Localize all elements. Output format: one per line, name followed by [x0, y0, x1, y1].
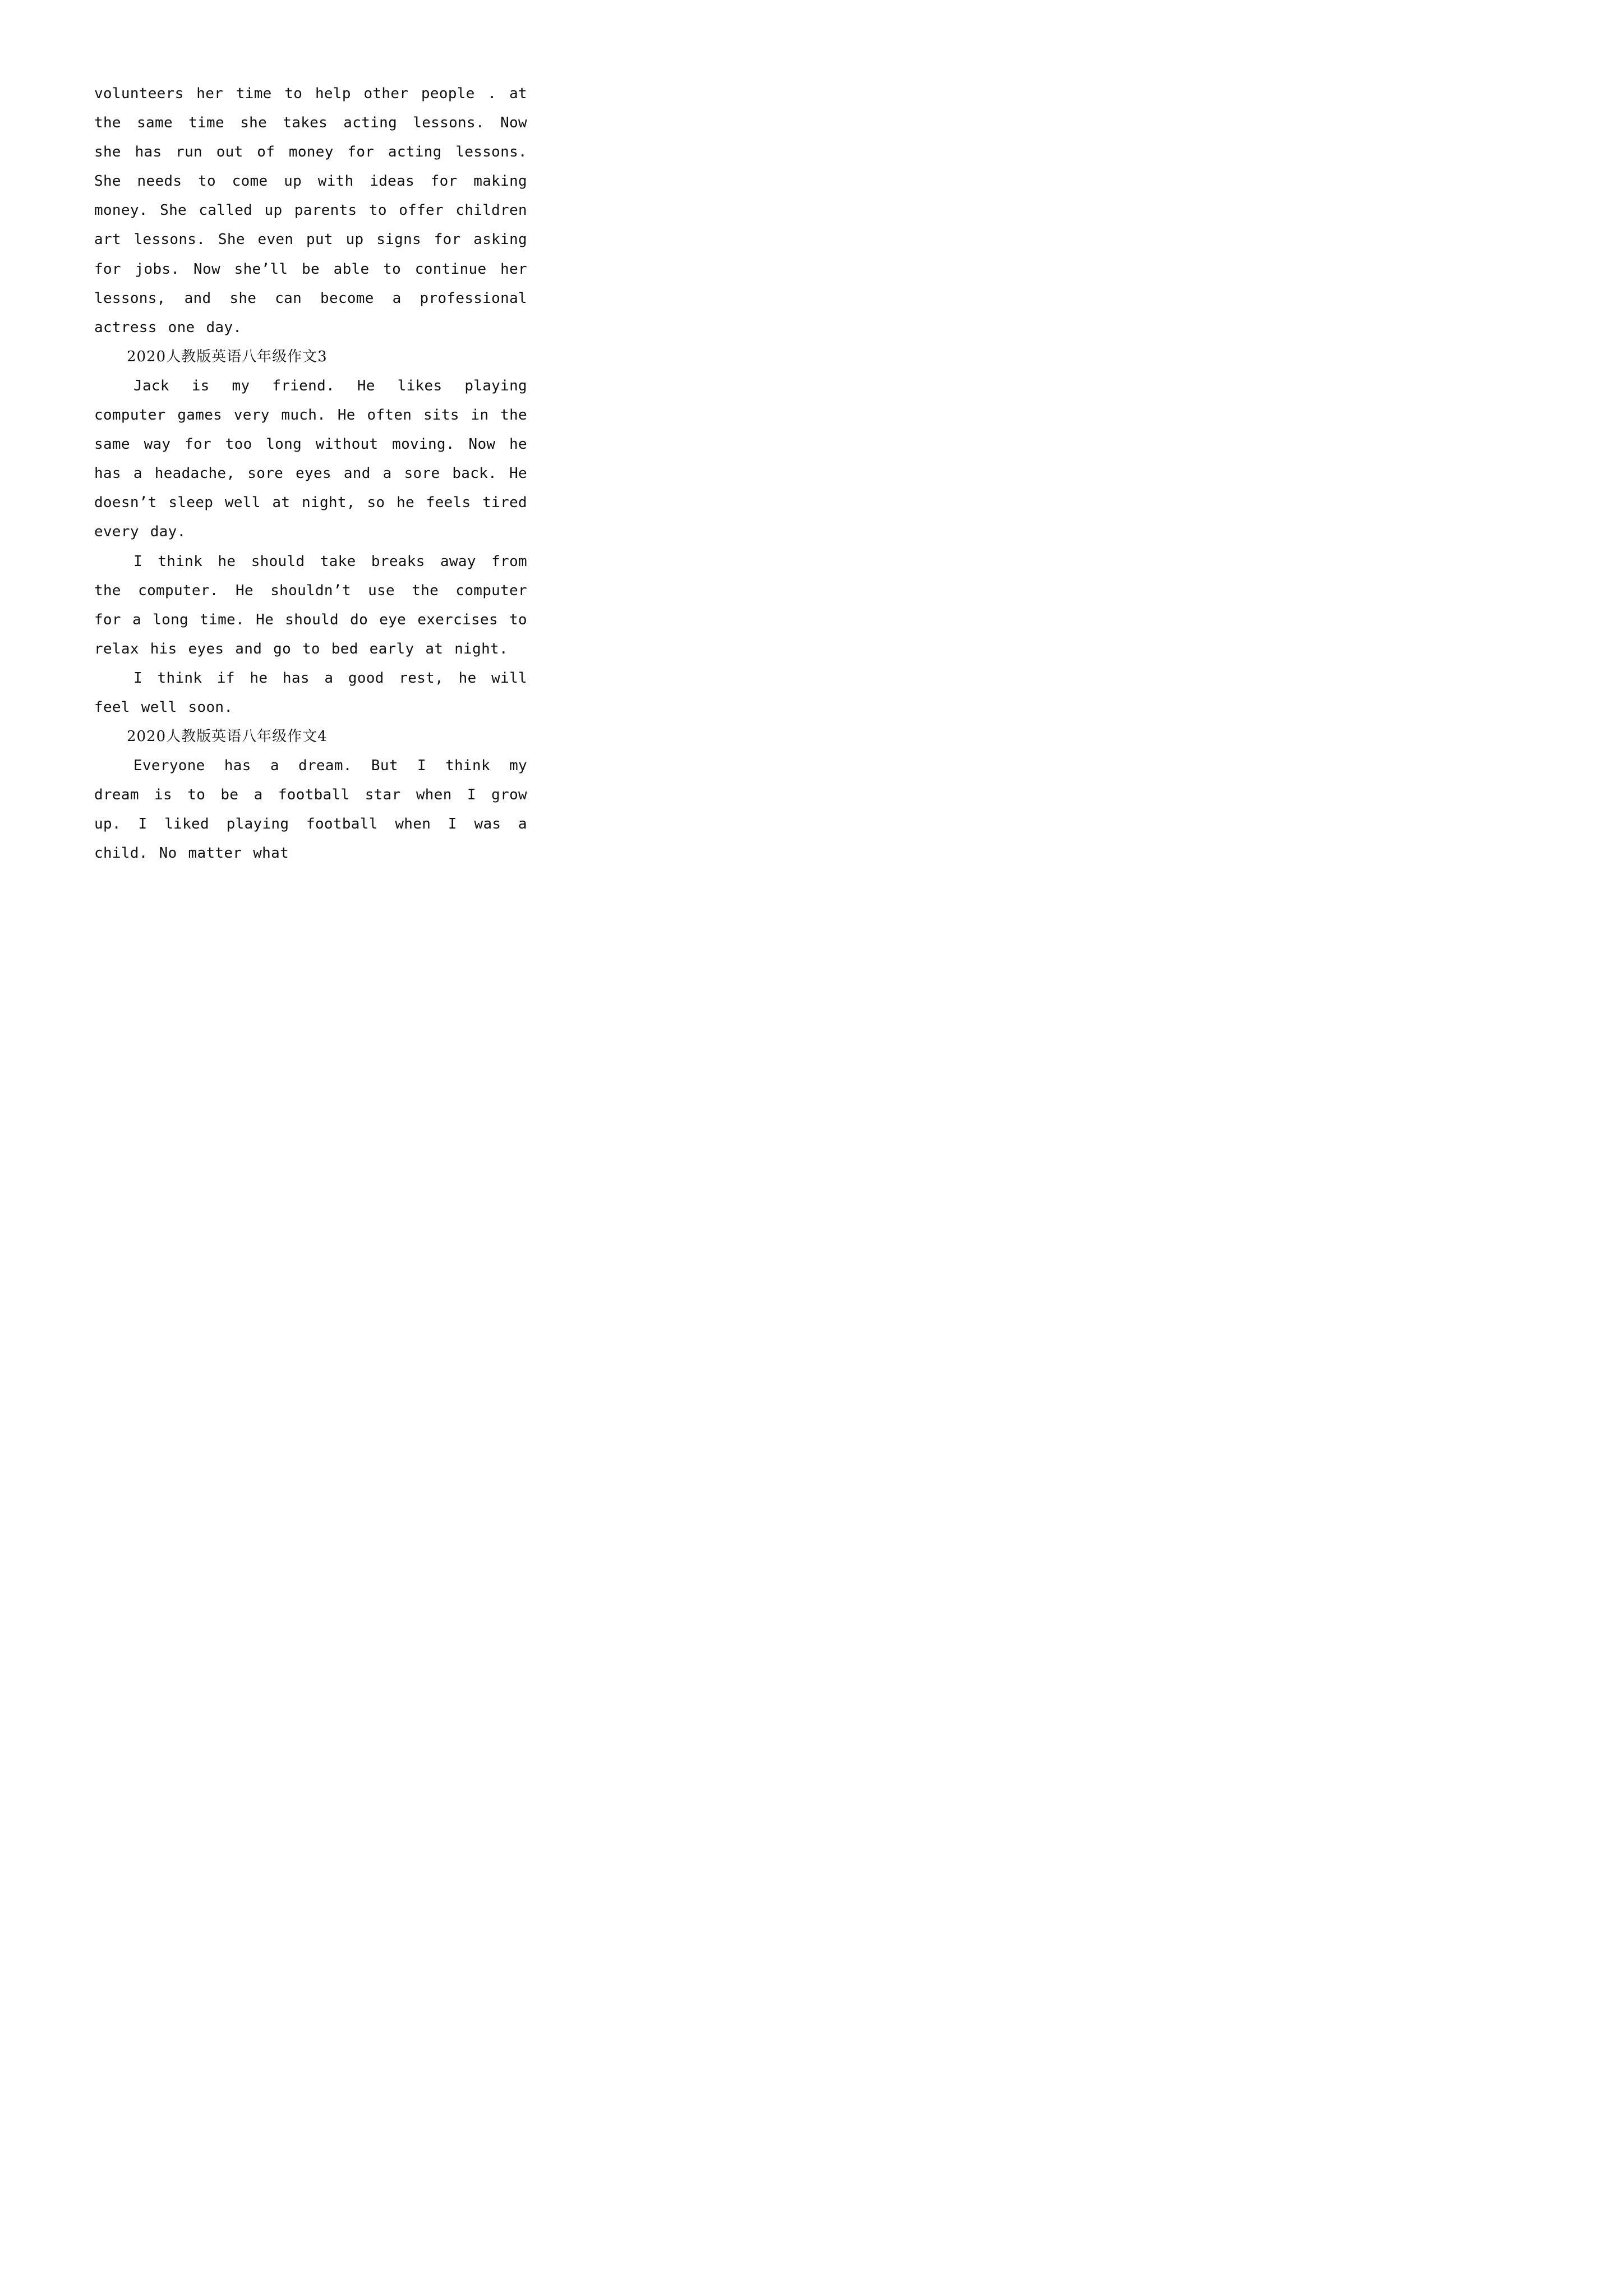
essay4-heading: 2020人教版英语八年级作文4: [127, 728, 328, 746]
document-page: [0, 0, 619, 876]
document-body: [94, 79, 527, 868]
essay3-paragraph-3: I think if he has a good rest, he will feel well soon.: [94, 669, 527, 716]
essay2-final-paragraph: volunteers her time to help other people . at the same time she takes acting lessons. Now she has run out of money for acting lessons. She needs to come up with ideas for making money. She called up parents to offer children art lessons. She even put up signs for asking for jobs. Now she’ll be able to continue her lessons, and she can become a professional actress one day.: [94, 85, 527, 336]
essay3-heading: 2020人教版英语八年级作文3: [127, 348, 328, 365]
essay3-paragraph-2: I think he should take breaks away from the computer. He shouldn’t use the computer for a long time. He should do eye exercises to relax his eyes and go to bed early at night.: [94, 553, 527, 657]
essay3-paragraph-1: Jack is my friend. He likes playing computer games very much. He often sits in the same way for too long without moving. Now he has a headache, sore eyes and a sore back. He doesn’t sleep well at night, so he feels tired every day.: [94, 377, 527, 541]
essay4-paragraph-1: Everyone has a dream. But I think my dream is to be a football star when I grow up. I liked playing football when I was a child. No matter what: [94, 757, 527, 862]
